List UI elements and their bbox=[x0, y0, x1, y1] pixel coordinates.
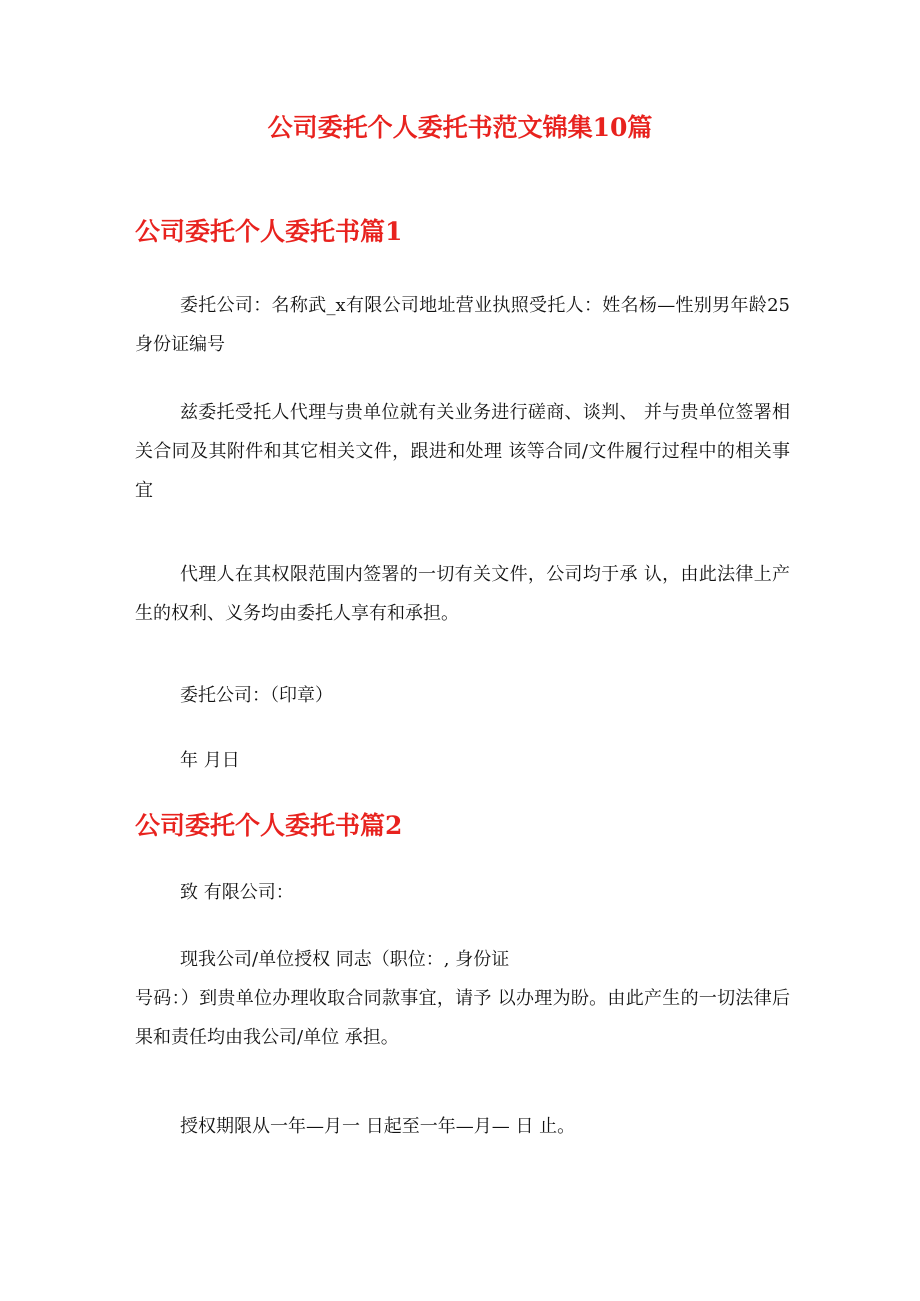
section-1-paragraph-4: 委托公司：（印章） bbox=[180, 685, 333, 706]
section-2-heading: 公司委托个人委托书篇2 bbox=[135, 811, 403, 840]
document-title: 公司委托个人委托书范文锦集10篇 bbox=[267, 113, 653, 142]
section-1-heading: 公司委托个人委托书篇1 bbox=[135, 217, 403, 246]
section-2-paragraph-2 bbox=[135, 940, 790, 1057]
section-2-paragraph-1: 致 有限公司： bbox=[180, 882, 294, 903]
section-1-paragraph-5: 年 月日 bbox=[180, 750, 240, 771]
section-1-paragraph-3: 代理人在其权限范围内签署的一切有关文件，公司均于承 认，由此法律上产生的权利、义务均由委托人享有和承担。 bbox=[135, 564, 790, 624]
section-2-paragraph-2-line-2: 号码：）到贵单位办理收取合同款事宜，请予 以办理为盼。由此产生的一切法律后果和责任均由我公司/单位 承担。 bbox=[135, 988, 790, 1048]
section-1-paragraph-1: 委托公司：名称武_x有限公司地址营业执照受托人：姓名杨—性别男年龄25身份证编号 bbox=[135, 295, 790, 355]
section-2-paragraph-2-line-1: 现我公司/单位授权 同志（职位：, 身份证 bbox=[180, 949, 510, 970]
section-2-paragraph-3: 授权期限从一年—月一 日起至一年—月— 日 止。 bbox=[180, 1116, 576, 1137]
section-1-paragraph-2: 兹委托受托人代理与贵单位就有关业务进行磋商、谈判、 并与贵单位签署相关合同及其附件和其它相关文件，跟进和处理 该等合同/文件履行过程中的相关事宜 bbox=[135, 402, 790, 501]
